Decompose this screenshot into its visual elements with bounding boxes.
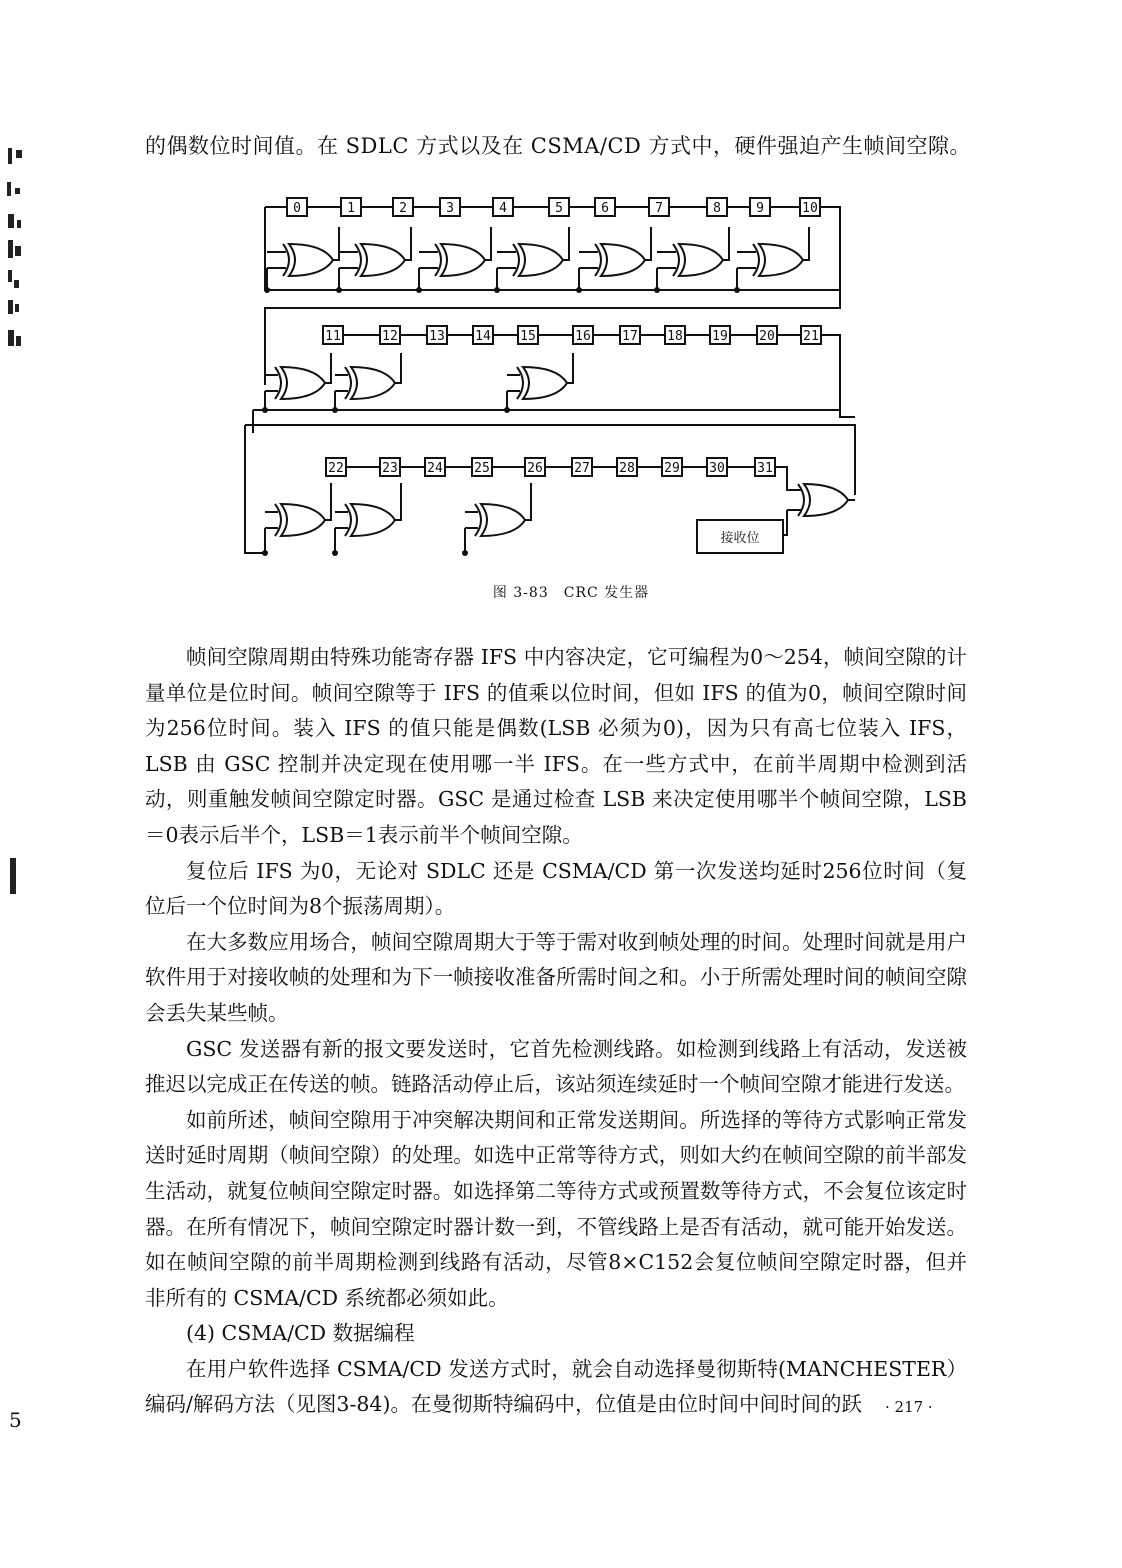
- register-label: 12: [382, 329, 398, 344]
- shift-register-29: [662, 458, 682, 476]
- shift-register-11: [323, 326, 343, 344]
- shift-register-21: [801, 326, 821, 344]
- paragraph-wait-mode: 如前所述，帧间空隙用于冲突解决期间和正常发送期间。所选择的等待方式影响正常发送时延时周期（帧间空隙）的处理。如选中正常等待方式，则如大约在帧间空隙的前半部发生活动，就复位帧间空隙定时器。如选择第二等待方式或预置数等待方式，不会复位该定时器。在所有情况下，帧间空隙定时器计数一到，不管线路上是否有活动，就可能开始发送。如在帧间空隙的前半周期检测到线路有活动，尽管8×C152会复位帧间空隙定时器，但并非所有的 CSMA/CD 系统都必须如此。: [145, 1107, 967, 1310]
- shift-register-6: [595, 198, 615, 216]
- receive-bit-box: [697, 520, 783, 553]
- shift-register-3: [440, 198, 460, 216]
- shift-register-14: [473, 326, 493, 344]
- shift-register-12: [380, 326, 400, 344]
- xor-gate: [275, 504, 325, 536]
- register-label: 27: [574, 461, 590, 476]
- paragraph-processing: 在大多数应用场合，帧间空隙周期大于等于需对收到帧处理的时间。处理时间就是用户软件用于对接收帧的处理和为下一帧接收准备所需时间之和。小于所需处理时间的帧间空隙会丢失某些帧。: [145, 929, 967, 1025]
- register-label: 29: [664, 461, 680, 476]
- section-heading: (4) CSMA/CD 数据编程: [186, 1321, 415, 1346]
- junction-dot: [504, 407, 510, 413]
- register-label: 1: [347, 201, 355, 216]
- register-label: 11: [325, 329, 341, 344]
- register-label: 28: [619, 461, 635, 476]
- page-number: · 217 ·: [885, 1398, 933, 1416]
- shift-register-4: [493, 198, 513, 216]
- register-label: 16: [575, 329, 591, 344]
- junction-dot: [576, 287, 582, 293]
- margin-digit: 5: [9, 1408, 22, 1432]
- shift-register-24: [425, 458, 445, 476]
- xor-gate: [595, 244, 645, 276]
- junction-dot: [332, 550, 338, 556]
- junction-dot: [262, 550, 268, 556]
- junction-dot: [494, 287, 500, 293]
- register-label: 5: [555, 201, 563, 216]
- xor-gate: [345, 367, 395, 399]
- junction-dot: [654, 287, 660, 293]
- shift-register-10: [800, 198, 820, 216]
- shift-register-20: [757, 326, 777, 344]
- register-label: 13: [429, 329, 445, 344]
- shift-register-8: [707, 198, 727, 216]
- paragraph-ifs: 帧间空隙周期由特殊功能寄存器 IFS 中内容决定，它可编程为0～254，帧间空隙的计量单位是位时间。帧间空隙等于 IFS 的值乘以位时间，但如 IFS 的值为0，帧间空隙时间为256位时间。装入 IFS 的值只能是偶数(LSB 必须为0)，因为只有高七位装入 IFS，LSB 由 GSC 控制并决定现在使用哪一半 IFS。在一些方式中，在前半周期中检测到活动，则重触发帧间空隙定时器。GSC 是通过检查 LSB 来决定使用哪半个帧间空隙，LSB＝0表示后半个，LSB＝1表示前半个帧间空隙。: [145, 645, 967, 847]
- register-label: 19: [712, 329, 728, 344]
- register-label: 18: [667, 329, 683, 344]
- shift-register-5: [549, 198, 569, 216]
- register-label: 23: [382, 461, 398, 476]
- junction-dot: [262, 407, 268, 413]
- register-label: 22: [328, 461, 344, 476]
- register-label: 26: [527, 461, 543, 476]
- register-label: 25: [474, 461, 490, 476]
- shift-register-13: [427, 326, 447, 344]
- xor-gate: [355, 244, 405, 276]
- xor-gate: [435, 244, 485, 276]
- shift-register-18: [665, 326, 685, 344]
- register-label: 0: [293, 201, 301, 216]
- register-label: 2: [399, 201, 407, 216]
- junction-dot: [264, 287, 270, 293]
- shift-register-9: [750, 198, 770, 216]
- register-label: 17: [622, 329, 638, 344]
- register-label: 30: [709, 461, 725, 476]
- paragraph-manchester: 在用户软件选择 CSMA/CD 发送方式时，就会自动选择曼彻斯特(MANCHESTER）编码/解码方法（见图3-84)。在曼彻斯特编码中，位值是由位时间中间时间的跃: [145, 1356, 967, 1417]
- shift-register-23: [380, 458, 400, 476]
- shift-register-22: [326, 458, 346, 476]
- register-label: 4: [499, 201, 507, 216]
- xor-gate: [673, 244, 723, 276]
- junction-dot: [734, 287, 740, 293]
- xor-gate: [275, 367, 325, 399]
- register-label: 31: [757, 461, 773, 476]
- register-label: 7: [655, 201, 663, 216]
- body-text: [145, 640, 967, 1423]
- xor-gate: [345, 504, 395, 536]
- shift-register-1: [341, 198, 361, 216]
- shift-register-0: [287, 198, 307, 216]
- register-label: 9: [756, 201, 764, 216]
- paragraph-reset: 复位后 IFS 为0，无论对 SDLC 还是 CSMA/CD 第一次发送均延时256位时间（复位后一个位时间为8个振荡周期）。: [145, 858, 967, 919]
- xor-gate: [475, 504, 525, 536]
- xor-gate: [283, 244, 333, 276]
- shift-register-7: [649, 198, 669, 216]
- xor-gate: [753, 244, 803, 276]
- shift-register-26: [525, 458, 545, 476]
- junction-dot: [462, 550, 468, 556]
- register-label: 20: [759, 329, 775, 344]
- register-label: 14: [475, 329, 491, 344]
- junction-dot: [416, 287, 422, 293]
- shift-register-28: [617, 458, 637, 476]
- shift-register-2: [393, 198, 413, 216]
- crc-generator-diagram: [235, 185, 875, 575]
- paragraph-transmitter: GSC 发送器有新的报文要发送时，它首先检测线路。如检测到线路上有活动，发送被推迟以完成正在传送的帧。链路活动停止后，该站须连续延时一个帧间空隙才能进行发送。: [145, 1036, 967, 1097]
- shift-register-25: [472, 458, 492, 476]
- receive-bit-label: 接收位: [720, 531, 760, 546]
- shift-register-17: [620, 326, 640, 344]
- shift-register-19: [710, 326, 730, 344]
- register-label: 21: [803, 329, 819, 344]
- junction-dot: [332, 407, 338, 413]
- shift-register-27: [572, 458, 592, 476]
- xor-gate: [513, 244, 563, 276]
- shift-register-16: [573, 326, 593, 344]
- register-label: 8: [713, 201, 721, 216]
- register-label: 3: [446, 201, 454, 216]
- shift-register-31: [755, 458, 775, 476]
- register-label: 6: [601, 201, 609, 216]
- xor-gate: [798, 484, 848, 516]
- register-label: 24: [427, 461, 443, 476]
- top-text-line: 的偶数位时间值。在 SDLC 方式以及在 CSMA/CD 方式中，硬件强迫产生帧间空隙。: [145, 134, 972, 158]
- scan-artifact-marks: [0, 0, 40, 1568]
- shift-register-15: [518, 326, 538, 344]
- junction-dot: [336, 287, 342, 293]
- register-label: 10: [802, 201, 818, 216]
- xor-gate: [517, 367, 567, 399]
- shift-register-30: [707, 458, 727, 476]
- figure-caption: 图 3-83 CRC 发生器: [492, 585, 650, 601]
- register-label: 15: [520, 329, 536, 344]
